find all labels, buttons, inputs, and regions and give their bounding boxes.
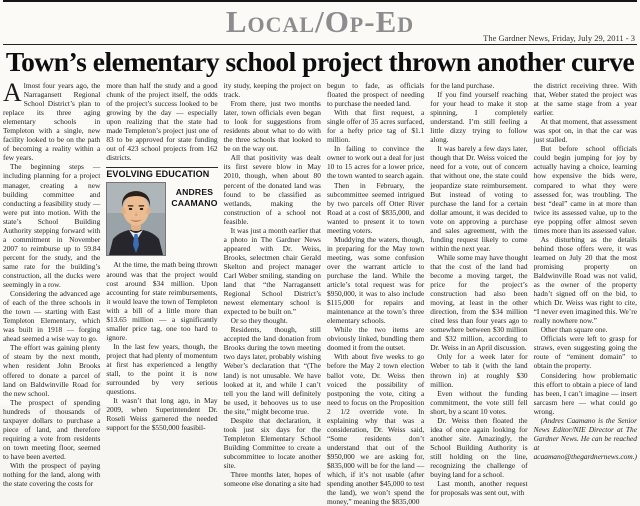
paragraph: At the time, the math being thrown around was that the project would cost around $34 million. Upon accounting for state reimbursements, it would leave the town of Templeton with a bill of a little more than $13.65 million — a significantly smaller price tag, one too hard to ignore. (106, 260, 218, 342)
author-card (106, 182, 217, 256)
paragraph: While the two items are obviously linked, bundling them doomed it from the outset. (326, 325, 425, 353)
paragraph: It was just a month earlier that a photo in The Gardner News appeared with Dr. Weiss, Brooks, selectmen chair Gerald Skelton and project manager Carl Weber smiling, standing on land that “the Narragansett Regional School District’s newest elementary school is expected to be built on.” (223, 225, 321, 317)
text-column-4 (326, 81, 425, 506)
paragraph: It wasn’t that long ago, in May 2009, when Superintendent Dr. Roseli Weiss garnered the needed support for the $550,000 feasibil- (106, 396, 218, 433)
paragraph: Considering how problematic this effort to obtain a piece of land has been, I can’t imagine — insert sarcasm here — what could go wrong. (533, 370, 637, 416)
paragraph: The effort was gaining plenty of steam by the next month, when resident John Brooks offered to donate a parcel of land on Baldwinville Road for the new school. (3, 343, 101, 398)
paragraph: While some may have thought that the cost of the land had become a moving target, the price for the project’s construction had also been moving, at least in the other direction, from the $34 million cited less than four years ago to somewhere between $30 million and $32 million, according to Dr. Weiss in an April discussion. (430, 252, 528, 353)
paragraph: The beginning steps — including planning for a project manager, creating a new building committee and conducting a feasibility study — were put into motion. With the state’s School Building Authority stepping forward with a commitment in November 2007 to reimburse up to 59.84 percent for the study, and the same rate for the building’s construction, all the ducks were seemingly in a row. (3, 162, 101, 290)
article-headline: Town’s elementary school project thrown another curve (5, 46, 635, 77)
paragraph: In failing to convince the owner to work out a deal for just 10 to 15 acres for a lower price, the town wanted to search again. (326, 144, 425, 181)
paragraph: Three months later, hopes of someone else donating a site had (223, 470, 321, 489)
paragraph: Residents, though, still accepted the land donation from Brooks during the town meeting two days later, probably wishing Weber’s declaration that “(The land) is not unusable. We have looked at it, and while I can’t tell you the land will definitely be used, it behooves us to use the site,” might become true. (223, 325, 321, 416)
paragraph: As disturbing as the details behind those offers were, it was learned on July 20 that the most promising property on Baldwinville Road was not valid, as the owner of the property hadn’t signed off on the bid, to which Dr. Weiss was right to cite, “I never even imagined this. We’re really nowhere now.” (533, 234, 637, 326)
article-body (3, 78, 638, 506)
paragraph: But before school officials could begin jumping for joy by actually having a choice, learning how expensive the bids were, compared to what they were assessed for, was troubling. The best “deal” came in at more than twice its assessed value, up to the eye popping offer almost seven times more than its assessed value. (533, 144, 637, 235)
text-column-2 (106, 81, 218, 433)
paragraph: At that moment, that assessment was spot on, in that the car was just stalled. (533, 117, 637, 145)
paragraph: begun to fade, as officials floated the prospect of needing to purchase the needed land. (326, 81, 425, 109)
author-name: ANDRES CAAMANO (171, 187, 218, 209)
paragraph: Considering the advanced age of each of the three schools in the town — starting with East Templeton Elementary, which was built in 1918 — forging ahead seemed a wise way to go. (3, 289, 101, 344)
column-label: EVOLVING EDUCATION (106, 169, 210, 180)
paragraph: for the land purchase. (430, 81, 495, 90)
paragraph: Officials were left to grasp for straws, even suggesting going the route of “eminent domain” to obtain the property. (533, 334, 637, 371)
dateline: The Gardner News, Friday, July 29, 2011 - 3 (483, 33, 635, 43)
paragraph: Even without the funding commitment, the vote still fell short, by a scant 10 votes. (430, 388, 528, 416)
paragraph: From there, just two months later, town officials even began to look for suggestions from residents about what to do with the three schools that looked to be on the way out. (223, 99, 321, 154)
paragraph: Dr. Weiss then floated the idea of once again looking for another site. Amazingly, the School Building Authority is still holding on the line, recognizing the challenge of buying land for a school. (430, 415, 528, 480)
paragraph: ity study, keeping the project on track. (223, 81, 321, 100)
feature-top-rule (106, 167, 217, 168)
paragraph: All that positivity was dealt its first severe blow in May 2010, though, when about 80 percent of the donated land was found to be classified as wetlands, making the construction of a school not feasible. (223, 153, 321, 226)
author-headshot-illustration (107, 183, 165, 255)
section-title: Local/Op-Ed (225, 4, 415, 39)
paragraph: more than half the study and a good chunk of the project itself, the odds of the project’s success looked to be growing by the day — especially upon realizing that the state had made Templeton’s project just one of 83 to be approved for state funding out of 423 school projects from 162 districts. (106, 81, 218, 163)
paragraph: Muddying the waters, though, in preparing for the May town meeting, was some confusion over the warrant article to purchase the land. While the article’s total request was for $950,000, it was to also include $115,000 for repairs and maintenance at the town’s three elementary schools. (326, 234, 425, 326)
paragraph: Despite that declaration, it took just six days for the Templeton Elementary School Building Committee to create a subcommittee to locate another site. (223, 415, 321, 470)
paragraph: Other than square one. (540, 325, 608, 335)
paragraph: The prospect of spending hundreds of thousands of taxpayer dollars to purchase a piece of land, and therefore requiring a vote from residents on town meeting floor, seemed to have been averted. (3, 397, 101, 461)
text-column-3 (223, 81, 321, 489)
paragraph: In the last few years, though, the project that had plenty of momentum at first has experienced a lengthy stall, to the point it is now surrounded by very serious questions. (106, 341, 218, 397)
paragraph: With that first request, a single offer of 35 acres surfaced, for a hefty price tag of $1.1 million. (326, 108, 425, 145)
text-column-5 (430, 81, 528, 498)
text-column-6 (533, 81, 638, 461)
paragraph: With the prospect of paying nothing for the land, along with the state covering the costs for (3, 460, 101, 489)
author-photo (106, 182, 166, 256)
paragraph: (Andres Caamano is the Senior News Editor/NIE Director at The Gardner News. He can be reached at acaamano@thegardnernews.com.) (533, 415, 638, 461)
evolving-education-feature (106, 167, 217, 256)
drop-cap: A (3, 78, 22, 107)
text-column-1 (3, 78, 101, 489)
paragraph: With about five weeks to go before the May 2 town election ballot vote, Dr. Weiss then voiced the possibility of postponing the vote, citing a need to focus on the Proposition 2 1/2 override vote. In explaining why that was a consideration, Dr. Weiss said, “Some residents don’t understand that out of the $950,000 we are asking for, $835,000 will be for the land — which, if it’s not usable (after spending another $45,000 to test the land), we won’t spend the money,” meaning the $835,000 (326, 352, 425, 506)
paragraph: Or so they thought. (230, 316, 288, 326)
masthead (3, 0, 637, 45)
paragraph: the district receiving three. With that, Weber stated the project was at the same stage from a year earlier. (533, 81, 637, 118)
paragraph: It was barely a few days later, though that Dr. Weiss voiced the need for a vote, out of concern that without one, the state could jeopardize state reimbursement. But instead of voting to purchase the land for a certain dollar amount, it was decided to vote on approving a purchase and sales agreement, with the funding request likely to come within the next year. (430, 144, 528, 253)
paragraph: If you find yourself reaching for your head to make it stop spinning, I completely understand. I’m still feeling a little dizzy trying to follow along. (430, 90, 528, 145)
paragraph: Only for a week later for Weber to tab it (with the land thrown in) at roughly $30 million. (430, 352, 528, 389)
paragraph: Then in February, the subcommittee seemed intrigued by two parcels off Otter River Road at a cost of $835,000, and wanted to present it to town meeting voters. (326, 180, 425, 235)
paragraph: Last month, another request for proposals was sent out, with (430, 479, 528, 498)
paragraph: Almost four years ago, the Narragansett Regional School District’s plan to replace its three aging elementary schools in Templeton with a single, new facility looked to be on the path of becoming a reality within a few years. (3, 78, 101, 163)
